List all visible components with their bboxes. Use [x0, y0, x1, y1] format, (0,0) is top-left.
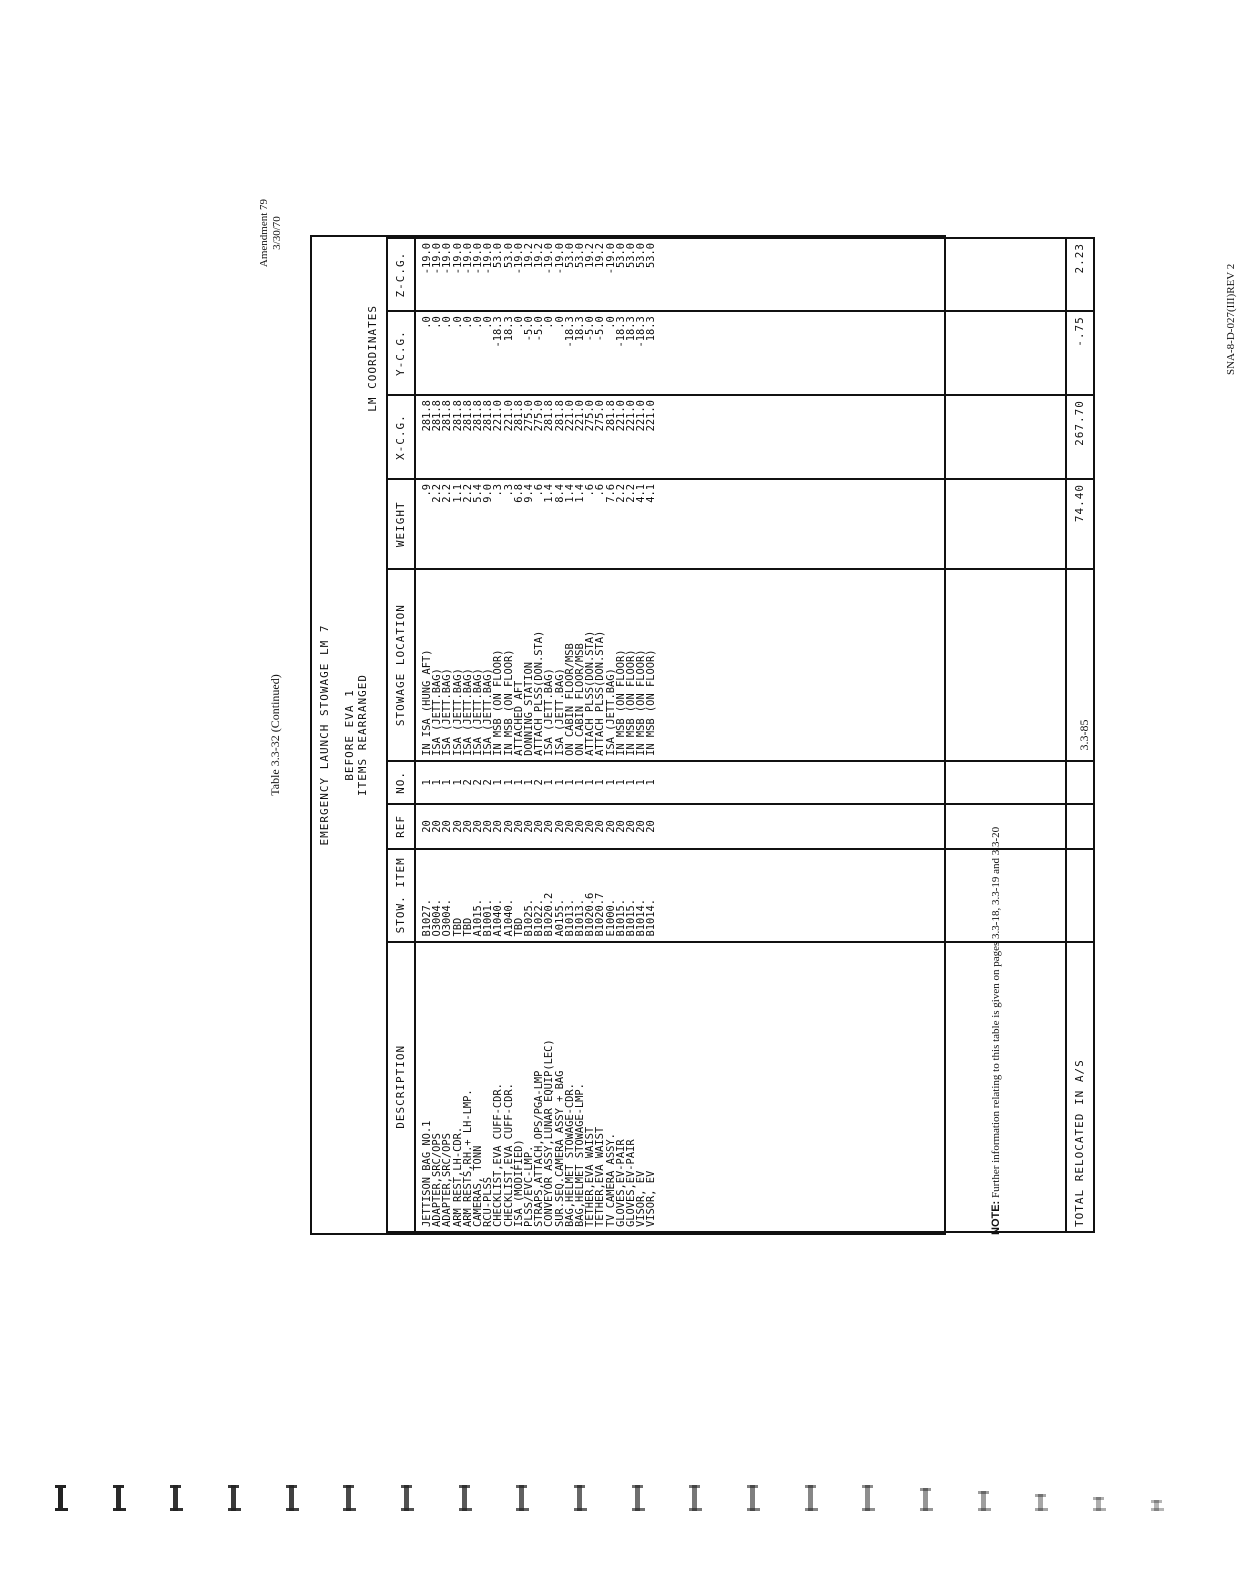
- cell-y-cg: .0: [442, 311, 452, 395]
- cell-stowage-location: IN MSB (ON FLOOR): [636, 569, 646, 760]
- table-caption: Table 3.3-32 (Continued): [268, 674, 282, 796]
- cell-ref: 20: [463, 804, 473, 849]
- cell-ref: 20: [555, 804, 565, 849]
- cell-stowage-location: ISA (JETT.BAG): [544, 569, 554, 760]
- col-ref: REF: [387, 804, 415, 849]
- cell-stow-item: B1014.: [636, 849, 646, 942]
- cell-y-cg: -5.0: [585, 311, 595, 395]
- cell-stowage-location: IN MSB (ON FLOOR): [504, 569, 514, 760]
- cell-y-cg: .0: [606, 311, 616, 395]
- cell-x-cg: 221.0: [626, 395, 636, 479]
- cell-weight: 2.2: [463, 479, 473, 569]
- scan-mark: [55, 1485, 69, 1511]
- cell-ref: 20: [415, 804, 432, 849]
- note-label: NOTE:: [990, 1200, 1002, 1235]
- cell-x-cg: 275.0: [524, 395, 534, 479]
- total-y-cg: -.75: [1066, 311, 1094, 395]
- cell-y-cg: .0: [473, 311, 483, 395]
- cell-y-cg: .0: [415, 311, 432, 395]
- cell-ref: 20: [483, 804, 493, 849]
- cell-description: BAG,HELMET STOWAGE-CDR.: [565, 942, 575, 1232]
- cell-x-cg: 275.0: [534, 395, 544, 479]
- cell-description: TETHER,EVA WAIST: [595, 942, 605, 1232]
- cell-stowage-location: ISA (JETT.BAG): [453, 569, 463, 760]
- cell-y-cg: .0: [453, 311, 463, 395]
- cell-description: VISOR, EV: [636, 942, 646, 1232]
- cell-weight: .3: [493, 479, 503, 569]
- cell-stow-item: B1001.: [483, 849, 493, 942]
- cell-z-cg: -19.0: [473, 238, 483, 311]
- scan-mark: [978, 1485, 992, 1511]
- cell-description: SUR.SEQ.CAMERA ASSY + BAG: [555, 942, 565, 1232]
- cell-description: CHECKLIST,EVA CUFF-CDR.: [493, 942, 503, 1232]
- cell-description: STRAPS,ATTACH,OPS/PGA-LMP: [534, 942, 544, 1232]
- cell-z-cg: 19.2: [595, 238, 605, 311]
- col-stowage-location: STOWAGE LOCATION: [387, 569, 415, 760]
- cell-y-cg: 18.3: [504, 311, 514, 395]
- cell-y-cg: -18.3: [636, 311, 646, 395]
- cell-weight: 6.8: [514, 479, 524, 569]
- cell-description: PLSS/EVC-LMP.: [524, 942, 534, 1232]
- scan-mark: [574, 1485, 588, 1511]
- scan-mark: [459, 1485, 473, 1511]
- cell-y-cg: -18.3: [616, 311, 626, 395]
- cell-no: 1: [595, 761, 605, 804]
- cell-z-cg: 19.2: [585, 238, 595, 311]
- cell-weight: 1.4: [575, 479, 585, 569]
- total-x-cg: 267.70: [1066, 395, 1094, 479]
- cell-stowage-location: ATTACH PLSS(DON.STA): [595, 569, 605, 760]
- cell-no: 1: [442, 761, 452, 804]
- table-subtitle-1: BEFORE EVA 1: [343, 689, 356, 781]
- cell-z-cg: -19.0: [442, 238, 452, 311]
- cell-no: 1: [524, 761, 534, 804]
- scan-mark: [920, 1485, 934, 1511]
- cell-no: 1: [585, 761, 595, 804]
- cell-x-cg: 281.8: [606, 395, 616, 479]
- cell-x-cg: 281.8: [415, 395, 432, 479]
- cell-z-cg: -19.0: [432, 238, 442, 311]
- cell-description: ARM REST,LH-CDR.: [453, 942, 463, 1232]
- cell-z-cg: -19.0: [514, 238, 524, 311]
- scan-edge-marks: [55, 1485, 1165, 1511]
- cell-ref: 20: [544, 804, 554, 849]
- table-row: [646, 238, 656, 1232]
- cell-x-cg: 281.8: [514, 395, 524, 479]
- cell-z-cg: 53.0: [626, 238, 636, 311]
- cell-no: 2: [483, 761, 493, 804]
- cell-ref: 20: [595, 804, 605, 849]
- col-description: DESCRIPTION: [387, 942, 415, 1232]
- cell-stowage-location: IN MSB (ON FLOOR): [646, 569, 656, 760]
- cell-description: CAMERAS, TONN: [473, 942, 483, 1232]
- cell-y-cg: -5.0: [534, 311, 544, 395]
- scan-mark: [286, 1485, 300, 1511]
- cell-z-cg: 53.0: [636, 238, 646, 311]
- cell-ref: 20: [636, 804, 646, 849]
- cell-weight: 2.2: [626, 479, 636, 569]
- scan-mark: [170, 1485, 184, 1511]
- cell-weight: 9.4: [524, 479, 534, 569]
- lm-coordinates-label: LM COORDINATES: [366, 305, 379, 412]
- cell-stow-item: B1022.: [534, 849, 544, 942]
- cell-stowage-location: IN MSB (ON FLOOR): [616, 569, 626, 760]
- cell-ref: 20: [626, 804, 636, 849]
- scan-mark: [862, 1485, 876, 1511]
- table-row: [415, 238, 432, 1232]
- cell-weight: .6: [534, 479, 544, 569]
- cell-y-cg: 18.3: [575, 311, 585, 395]
- cell-no: 1: [415, 761, 432, 804]
- cell-description: CHECKLIST,EVA CUFF-CDR.: [504, 942, 514, 1232]
- cell-no: 2: [534, 761, 544, 804]
- col-stow-item: STOW. ITEM: [387, 849, 415, 942]
- cell-description: GLOVES,EV-PAIR: [626, 942, 636, 1232]
- cell-stowage-location: ISA (JETT.BAG): [432, 569, 442, 760]
- cell-weight: 2.2: [432, 479, 442, 569]
- cell-description: TETHER,EVA WAIST: [585, 942, 595, 1232]
- cell-stowage-location: ON CABIN FLOOR/MSB: [575, 569, 585, 760]
- document-id: SNA-8-D-027(III)REV 2: [1225, 263, 1237, 375]
- cell-stow-item: A0155.: [555, 849, 565, 942]
- cell-ref: 20: [534, 804, 544, 849]
- scan-mark: [805, 1485, 819, 1511]
- cell-z-cg: 19.2: [534, 238, 544, 311]
- cell-x-cg: 221.0: [493, 395, 503, 479]
- cell-ref: 20: [504, 804, 514, 849]
- cell-stowage-location: ATTACH PLSS(DON.STA): [534, 569, 544, 760]
- cell-stow-item: B1013.: [565, 849, 575, 942]
- cell-x-cg: 281.8: [555, 395, 565, 479]
- cell-stowage-location: ON CABIN FLOOR/MSB: [565, 569, 575, 760]
- cell-no: 1: [514, 761, 524, 804]
- cell-ref: 20: [616, 804, 626, 849]
- scan-mark: [113, 1485, 127, 1511]
- cell-z-cg: -19.0: [555, 238, 565, 311]
- scan-mark: [1093, 1485, 1107, 1511]
- cell-stow-item: B1013.: [575, 849, 585, 942]
- cell-x-cg: 281.8: [544, 395, 554, 479]
- cell-stowage-location: IN MSB (ON FLOOR): [626, 569, 636, 760]
- page-number: 3.3-85: [1077, 719, 1091, 751]
- scan-mark: [516, 1485, 530, 1511]
- cell-z-cg: 53.0: [616, 238, 626, 311]
- amendment-number: Amendment 79: [258, 198, 270, 268]
- col-weight: WEIGHT: [387, 479, 415, 569]
- cell-x-cg: 275.0: [585, 395, 595, 479]
- cell-stowage-location: ATTACH PLSS(DON.STA): [585, 569, 595, 760]
- cell-x-cg: 221.0: [575, 395, 585, 479]
- cell-weight: .9: [415, 479, 432, 569]
- cell-stow-item: O3004.: [432, 849, 442, 942]
- table-blank-space: [657, 238, 1066, 1232]
- cell-z-cg: -19.0: [544, 238, 554, 311]
- cell-no: 1: [432, 761, 442, 804]
- cell-description: JETTISON BAG NO.1: [415, 942, 432, 1232]
- cell-weight: 4.1: [636, 479, 646, 569]
- table-body: [415, 238, 1066, 1232]
- cell-y-cg: -5.0: [524, 311, 534, 395]
- cell-stow-item: E1000.: [606, 849, 616, 942]
- cell-stowage-location: ATTACHED AFT: [514, 569, 524, 760]
- cell-no: 1: [504, 761, 514, 804]
- cell-ref: 20: [646, 804, 656, 849]
- cell-stow-item: B1020.2: [544, 849, 554, 942]
- cell-description: ADAPTER,SRC/OPS: [432, 942, 442, 1232]
- cell-stowage-location: ISA (JETT.BAG): [442, 569, 452, 760]
- cell-description: BAG,HELMET STOWAGE-LMP.: [575, 942, 585, 1232]
- cell-ref: 20: [585, 804, 595, 849]
- cell-z-cg: 19.2: [524, 238, 534, 311]
- cell-stowage-location: ISA (JETT.BAG): [606, 569, 616, 760]
- cell-ref: 20: [514, 804, 524, 849]
- cell-x-cg: 281.8: [483, 395, 493, 479]
- cell-stow-item: A1040.: [504, 849, 514, 942]
- cell-z-cg: 53.0: [565, 238, 575, 311]
- cell-x-cg: 281.8: [453, 395, 463, 479]
- cell-weight: 1.4: [544, 479, 554, 569]
- cell-stow-item: B1025.: [524, 849, 534, 942]
- cell-ref: 20: [606, 804, 616, 849]
- cell-stow-item: B1020.7: [595, 849, 605, 942]
- cell-z-cg: 53.0: [493, 238, 503, 311]
- cell-stow-item: TBD: [453, 849, 463, 942]
- cell-stow-item: B1027.: [415, 849, 432, 942]
- cell-no: 1: [544, 761, 554, 804]
- note-text: Further information relating to this table is given on pages 3.3-18, 3.3-19 and 3.3-20: [990, 826, 1002, 1199]
- cell-x-cg: 221.0: [636, 395, 646, 479]
- cell-no: 1: [575, 761, 585, 804]
- scan-mark: [1035, 1485, 1049, 1511]
- cell-no: 1: [493, 761, 503, 804]
- cell-y-cg: -18.3: [565, 311, 575, 395]
- scan-mark: [228, 1485, 242, 1511]
- col-y-cg: Y-C.G.: [387, 311, 415, 395]
- cell-description: CONVEYOR ASSY,LUNAR EQUIP(LEC): [544, 942, 554, 1232]
- cell-stow-item: A1015.: [473, 849, 483, 942]
- cell-x-cg: 221.0: [565, 395, 575, 479]
- cell-y-cg: -18.3: [493, 311, 503, 395]
- cell-y-cg: .0: [483, 311, 493, 395]
- total-z-cg: 2.23: [1066, 238, 1094, 311]
- cell-y-cg: .0: [432, 311, 442, 395]
- amendment-block: [258, 193, 284, 273]
- amendment-date: 3/30/70: [271, 216, 283, 250]
- cell-description: GLOVES,EV-PAIR: [616, 942, 626, 1232]
- rotated-page-content: [250, 198, 1237, 1235]
- scan-mark: [401, 1485, 415, 1511]
- stowage-table: [386, 237, 1095, 1233]
- cell-weight: 4.1: [646, 479, 656, 569]
- cell-weight: .6: [585, 479, 595, 569]
- cell-z-cg: -19.0: [415, 238, 432, 311]
- cell-y-cg: 18.3: [646, 311, 656, 395]
- cell-z-cg: 53.0: [504, 238, 514, 311]
- scan-mark: [632, 1485, 646, 1511]
- cell-weight: 1.4: [565, 479, 575, 569]
- cell-description: ARM RESTS,RH.+ LH-LMP.: [463, 942, 473, 1232]
- cell-stow-item: B1015.: [626, 849, 636, 942]
- cell-weight: 2.2: [442, 479, 452, 569]
- cell-x-cg: 281.8: [473, 395, 483, 479]
- cell-stow-item: B1014.: [646, 849, 656, 942]
- cell-no: 1: [636, 761, 646, 804]
- scan-mark: [1151, 1485, 1165, 1511]
- total-weight: 74.40: [1066, 479, 1094, 569]
- cell-stowage-location: ISA (JETT.BAG): [555, 569, 565, 760]
- cell-stow-item: TBD: [463, 849, 473, 942]
- cell-z-cg: -19.0: [606, 238, 616, 311]
- cell-weight: 1.1: [453, 479, 463, 569]
- scan-mark: [343, 1485, 357, 1511]
- cell-ref: 20: [565, 804, 575, 849]
- cell-description: VISOR, EV: [646, 942, 656, 1232]
- cell-stow-item: A1040.: [493, 849, 503, 942]
- col-x-cg: X-C.G.: [387, 395, 415, 479]
- cell-stowage-location: IN ISA (HUNG AFT): [415, 569, 432, 760]
- cell-weight: 8.4: [555, 479, 565, 569]
- cell-stow-item: B1015.: [616, 849, 626, 942]
- scan-mark: [689, 1485, 703, 1511]
- cell-no: 1: [565, 761, 575, 804]
- cell-stowage-location: DONNING STATION: [524, 569, 534, 760]
- cell-weight: .3: [504, 479, 514, 569]
- cell-no: 1: [555, 761, 565, 804]
- cell-weight: 9.0: [483, 479, 493, 569]
- cell-y-cg: 18.3: [626, 311, 636, 395]
- cell-no: 1: [606, 761, 616, 804]
- cell-z-cg: -19.0: [463, 238, 473, 311]
- cell-x-cg: 281.8: [442, 395, 452, 479]
- scan-mark: [747, 1485, 761, 1511]
- cell-stow-item: B1020.6: [585, 849, 595, 942]
- table-subtitle-2: ITEMS REARRANGED: [356, 674, 369, 796]
- cell-ref: 20: [493, 804, 503, 849]
- column-header-row: [387, 238, 415, 1232]
- cell-no: 1: [453, 761, 463, 804]
- cell-x-cg: 281.8: [463, 395, 473, 479]
- cell-y-cg: .0: [463, 311, 473, 395]
- cell-weight: 7.6: [606, 479, 616, 569]
- cell-description: RCU-PLSS: [483, 942, 493, 1232]
- total-label: TOTAL RELOCATED IN A/S: [1066, 942, 1094, 1232]
- cell-ref: 20: [575, 804, 585, 849]
- cell-stowage-location: IN MSB (ON FLOOR): [493, 569, 503, 760]
- cell-description: ADAPTER,SRC/OPS: [442, 942, 452, 1232]
- cell-y-cg: .0: [514, 311, 524, 395]
- cell-ref: 20: [442, 804, 452, 849]
- cell-x-cg: 275.0: [595, 395, 605, 479]
- cell-stow-item: O3004.: [442, 849, 452, 942]
- cell-x-cg: 221.0: [616, 395, 626, 479]
- cell-x-cg: 221.0: [504, 395, 514, 479]
- cell-weight: .6: [595, 479, 605, 569]
- cell-stowage-location: ISA (JETT.BAG): [483, 569, 493, 760]
- cell-description: ISA (MODIFIED): [514, 942, 524, 1232]
- cell-weight: 5.4: [473, 479, 483, 569]
- cell-no: 2: [463, 761, 473, 804]
- table-title: EMERGENCY LAUNCH STOWAGE LM 7: [318, 624, 331, 846]
- cell-x-cg: 221.0: [646, 395, 656, 479]
- cell-no: 1: [626, 761, 636, 804]
- cell-y-cg: .0: [544, 311, 554, 395]
- cell-stow-item: TBD: [514, 849, 524, 942]
- cell-stowage-location: ISA (JETT.BAG): [463, 569, 473, 760]
- col-z-cg: Z-C.G.: [387, 238, 415, 311]
- cell-ref: 20: [473, 804, 483, 849]
- cell-ref: 20: [432, 804, 442, 849]
- cell-ref: 20: [453, 804, 463, 849]
- cell-no: 1: [616, 761, 626, 804]
- table-note: [990, 235, 1002, 1235]
- cell-weight: 2.2: [616, 479, 626, 569]
- cell-ref: 20: [524, 804, 534, 849]
- cell-no: 2: [473, 761, 483, 804]
- cell-y-cg: .0: [555, 311, 565, 395]
- cell-z-cg: -19.0: [483, 238, 493, 311]
- col-no: NO.: [387, 761, 415, 804]
- cell-y-cg: -5.0: [595, 311, 605, 395]
- cell-z-cg: 53.0: [575, 238, 585, 311]
- cell-description: TV CAMERA ASSY.: [606, 942, 616, 1232]
- cell-z-cg: -19.0: [453, 238, 463, 311]
- cell-no: 1: [646, 761, 656, 804]
- cell-stowage-location: ISA (JETT.BAG): [473, 569, 483, 760]
- cell-x-cg: 281.8: [432, 395, 442, 479]
- cell-z-cg: 53.0: [646, 238, 656, 311]
